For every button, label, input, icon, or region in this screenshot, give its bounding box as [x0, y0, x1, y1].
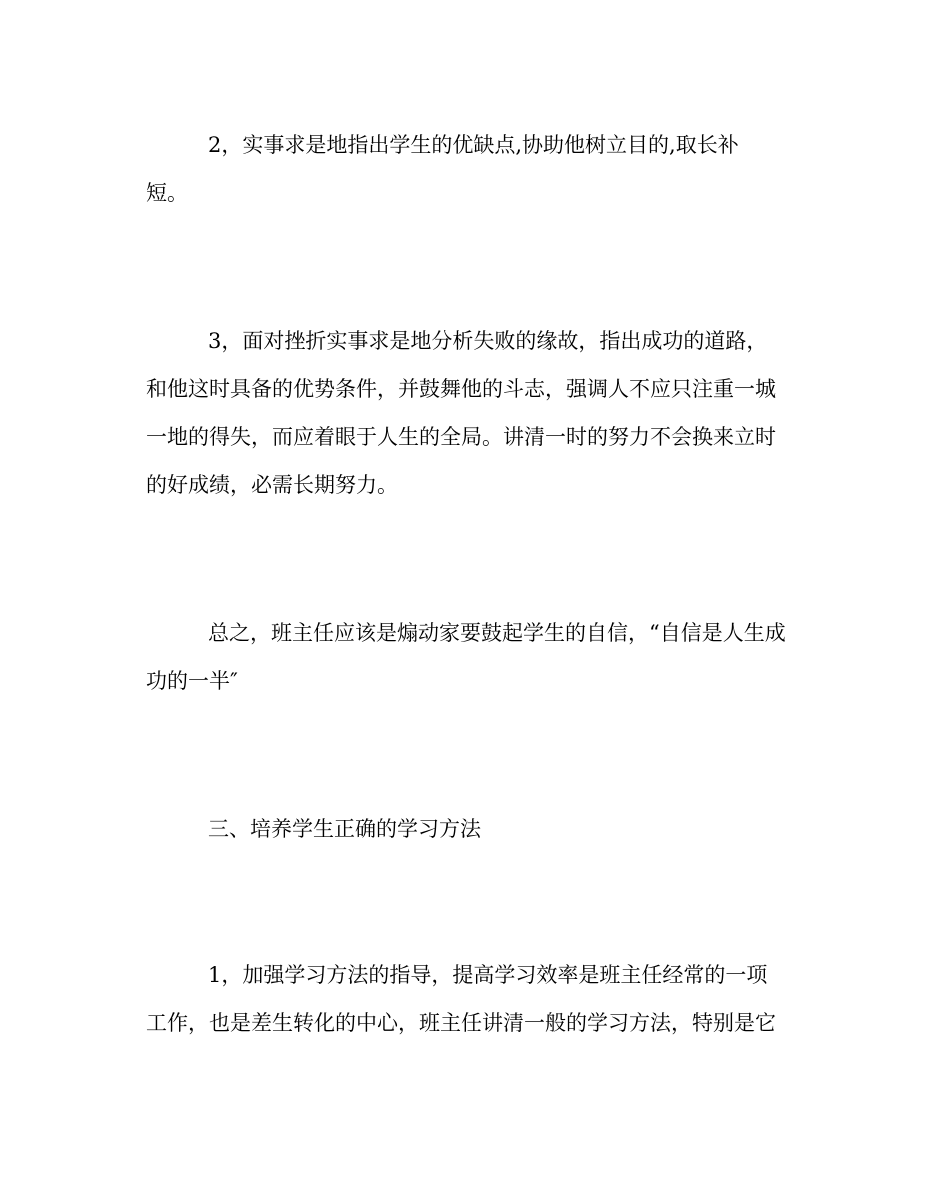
paragraph-5-line-1: 1，加强学习方法的指导，提高学习效率是班主任经常的一项	[208, 963, 768, 987]
paragraph-2-line-1: 3，面对挫折实事求是地分析失败的缘故，指出成功的道路，	[208, 329, 768, 353]
paragraph-3-line-2: 功的一半″	[146, 669, 238, 693]
paragraph-1-line-1: 2，实事求是地指出学生的优缺点,协助他树立目的,取长补	[208, 133, 739, 157]
paragraph-2-line-3: 一地的得失，而应着眼于人生的全局。讲清一时的努力不会换来立时	[146, 425, 776, 449]
section-heading: 三、培养学生正确的学习方法	[208, 817, 481, 841]
paragraph-2-line-2: 和他这时具备的优势条件，并鼓舞他的斗志，强调人不应只注重一城	[146, 377, 776, 401]
paragraph-5-line-2: 工作，也是差生转化的中心，班主任讲清一般的学习方法，特别是它	[146, 1011, 776, 1035]
paragraph-2-line-4: 的好成绩，必需长期努力。	[146, 473, 398, 497]
paragraph-1-line-2: 短。	[146, 181, 188, 205]
paragraph-3-line-1: 总之，班主任应该是煽动家要鼓起学生的自信，“自信是人生成	[208, 621, 786, 645]
